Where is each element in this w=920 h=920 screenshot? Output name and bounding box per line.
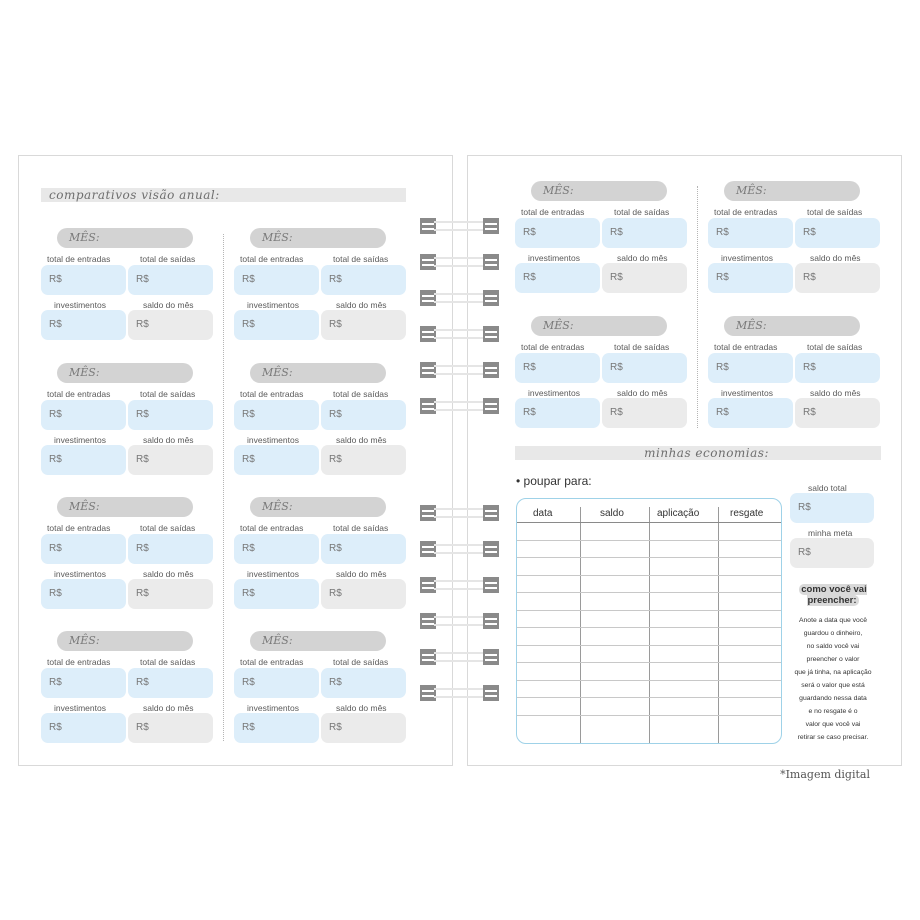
month-card — [708, 316, 883, 441]
ring-wire — [434, 688, 486, 690]
month-label-text: MÊS: — [262, 231, 293, 244]
total-saidas-label: total de saídas — [333, 523, 389, 533]
ring-wire — [434, 580, 486, 582]
instruction-line: no saldo você vai — [806, 643, 860, 650]
month-label-text: MÊS: — [543, 319, 574, 332]
ring-wire — [434, 265, 486, 267]
table-row-line — [517, 540, 781, 541]
investimentos-field[interactable]: R$ — [515, 263, 600, 293]
ring-hole-icon — [483, 577, 499, 593]
instruction-line: valor que você vai — [805, 721, 861, 728]
total-entradas-field[interactable]: R$ — [41, 534, 126, 564]
table-row-line — [517, 697, 781, 698]
investimentos-label: investimentos — [247, 703, 299, 713]
month-label-field[interactable] — [724, 316, 860, 336]
instructions-text — [785, 614, 881, 744]
ring-wire — [434, 293, 486, 295]
instruction-line: guardou o dinheiro, — [803, 630, 863, 637]
month-label-field[interactable] — [57, 228, 193, 248]
investimentos-label: investimentos — [721, 253, 773, 263]
saldo-mes-field[interactable]: R$ — [321, 713, 406, 743]
table-row-line — [517, 522, 781, 523]
total-saidas-label: total de saídas — [807, 342, 863, 352]
investimentos-field[interactable]: R$ — [234, 445, 319, 475]
saldo-mes-field[interactable]: R$ — [795, 398, 880, 428]
saldo-total-field[interactable]: R$ — [790, 493, 874, 523]
investimentos-label: investimentos — [721, 388, 773, 398]
investimentos-field[interactable]: R$ — [234, 713, 319, 743]
saldo-mes-label: saldo do mês — [617, 253, 668, 263]
total-saidas-field[interactable]: R$ — [128, 668, 213, 698]
total-entradas-field[interactable]: R$ — [515, 353, 600, 383]
table-header-resgate: resgate — [730, 508, 764, 519]
instruction-line: Anote a data que você — [798, 617, 868, 624]
total-entradas-label: total de entradas — [240, 254, 304, 264]
saldo-mes-field[interactable]: R$ — [321, 579, 406, 609]
month-label-field[interactable] — [57, 631, 193, 651]
investimentos-label: investimentos — [54, 703, 106, 713]
saldo-mes-label: saldo do mês — [143, 703, 194, 713]
table-row-line — [517, 645, 781, 646]
total-saidas-field[interactable]: R$ — [321, 668, 406, 698]
investimentos-label: investimentos — [247, 569, 299, 579]
binding-ring — [420, 290, 500, 306]
total-saidas-label: total de saídas — [614, 207, 670, 217]
month-label-text: MÊS: — [736, 184, 767, 197]
ring-wire — [434, 229, 486, 231]
saldo-mes-label: saldo do mês — [810, 253, 861, 263]
total-saidas-field[interactable]: R$ — [602, 353, 687, 383]
month-label-text: MÊS: — [69, 500, 100, 513]
ring-wire — [434, 401, 486, 403]
month-card — [41, 497, 216, 622]
total-entradas-field[interactable]: R$ — [41, 265, 126, 295]
total-saidas-field[interactable]: R$ — [321, 265, 406, 295]
month-label-field[interactable] — [531, 316, 667, 336]
total-saidas-label: total de saídas — [807, 207, 863, 217]
table-header-saldo: saldo — [600, 508, 624, 519]
total-entradas-label: total de entradas — [521, 207, 585, 217]
ring-wire — [434, 373, 486, 375]
saldo-mes-label: saldo do mês — [336, 435, 387, 445]
saldo-mes-label: saldo do mês — [336, 703, 387, 713]
saldo-mes-label: saldo do mês — [336, 300, 387, 310]
right-page — [467, 155, 902, 766]
instructions-title — [790, 584, 876, 606]
saldo-mes-label: saldo do mês — [143, 569, 194, 579]
month-label-field[interactable] — [250, 497, 386, 517]
ring-wire — [434, 257, 486, 259]
total-entradas-label: total de entradas — [521, 342, 585, 352]
instruction-line: será o valor que está — [801, 682, 865, 689]
total-saidas-field[interactable]: R$ — [602, 218, 687, 248]
total-entradas-field[interactable]: R$ — [234, 534, 319, 564]
section-title-comparativos — [41, 188, 406, 202]
ring-hole-icon — [483, 613, 499, 629]
total-entradas-field[interactable]: R$ — [234, 400, 319, 430]
binding-ring — [420, 326, 500, 342]
total-entradas-field[interactable]: R$ — [708, 218, 793, 248]
instruction-line: retirar se caso precisar. — [797, 734, 869, 741]
total-entradas-label: total de entradas — [714, 207, 778, 217]
month-card — [234, 497, 409, 622]
ring-wire — [434, 221, 486, 223]
ring-wire — [434, 365, 486, 367]
month-label-text: MÊS: — [69, 634, 100, 647]
total-saidas-field[interactable]: R$ — [128, 400, 213, 430]
section-title-economias — [515, 446, 881, 460]
table-row-line — [517, 575, 781, 576]
total-entradas-field[interactable]: R$ — [41, 400, 126, 430]
table-row-line — [517, 592, 781, 593]
month-card — [234, 631, 409, 756]
investimentos-label: investimentos — [528, 388, 580, 398]
total-entradas-field[interactable]: R$ — [234, 668, 319, 698]
binding-ring — [420, 362, 500, 378]
ring-wire — [434, 329, 486, 331]
total-entradas-field[interactable]: R$ — [708, 353, 793, 383]
total-saidas-field[interactable]: R$ — [128, 265, 213, 295]
month-card — [234, 228, 409, 353]
total-entradas-label: total de entradas — [714, 342, 778, 352]
month-card — [515, 181, 690, 306]
ring-wire — [434, 588, 486, 590]
column-divider — [697, 186, 698, 428]
poupar-para-label: • poupar para: — [516, 474, 592, 488]
investimentos-label: investimentos — [528, 253, 580, 263]
saldo-mes-field[interactable]: R$ — [321, 310, 406, 340]
column-divider — [223, 234, 224, 741]
ring-wire — [434, 552, 486, 554]
total-saidas-field[interactable]: R$ — [795, 218, 880, 248]
investimentos-field[interactable]: R$ — [41, 445, 126, 475]
ring-hole-icon — [483, 685, 499, 701]
binding-ring — [420, 685, 500, 701]
month-card — [41, 363, 216, 488]
month-label-field[interactable] — [57, 497, 193, 517]
ring-hole-icon — [483, 218, 499, 234]
total-saidas-label: total de saídas — [140, 523, 196, 533]
investimentos-label: investimentos — [54, 300, 106, 310]
month-label-text: MÊS: — [69, 366, 100, 379]
month-label-text: MÊS: — [543, 184, 574, 197]
saldo-mes-label: saldo do mês — [143, 300, 194, 310]
month-label-field[interactable] — [250, 363, 386, 383]
total-saidas-label: total de saídas — [140, 389, 196, 399]
investimentos-label: investimentos — [247, 300, 299, 310]
saldo-mes-field[interactable]: R$ — [602, 398, 687, 428]
total-saidas-label: total de saídas — [333, 657, 389, 667]
table-column-line — [718, 507, 719, 743]
month-label-text: MÊS: — [262, 634, 293, 647]
ring-hole-icon — [483, 254, 499, 270]
saldo-mes-field[interactable]: R$ — [321, 445, 406, 475]
month-label-field[interactable] — [250, 228, 386, 248]
binding-ring — [420, 649, 500, 665]
total-entradas-field[interactable]: R$ — [41, 668, 126, 698]
saldo-mes-field[interactable]: R$ — [128, 579, 213, 609]
instruction-line: e no resgate é o — [808, 708, 858, 715]
month-label-field[interactable] — [57, 363, 193, 383]
total-saidas-field[interactable]: R$ — [321, 534, 406, 564]
saldo-mes-field[interactable]: R$ — [128, 310, 213, 340]
total-entradas-label: total de entradas — [47, 254, 111, 264]
table-row-line — [517, 557, 781, 558]
saldo-mes-label: saldo do mês — [810, 388, 861, 398]
minha-meta-field[interactable]: R$ — [790, 538, 874, 568]
section-title-text: minhas economias: — [644, 446, 769, 460]
caption: *Imagem digital — [780, 768, 870, 781]
total-entradas-field[interactable]: R$ — [234, 265, 319, 295]
ring-wire — [434, 696, 486, 698]
total-entradas-label: total de entradas — [240, 389, 304, 399]
ring-wire — [434, 409, 486, 411]
minha-meta-label: minha meta — [808, 528, 853, 538]
saldo-mes-label: saldo do mês — [143, 435, 194, 445]
ring-wire — [434, 516, 486, 518]
total-saidas-field[interactable]: R$ — [128, 534, 213, 564]
ring-wire — [434, 624, 486, 626]
ring-wire — [434, 508, 486, 510]
investimentos-label: investimentos — [54, 435, 106, 445]
total-entradas-field[interactable]: R$ — [515, 218, 600, 248]
investimentos-field[interactable]: R$ — [708, 398, 793, 428]
month-label-field[interactable] — [250, 631, 386, 651]
ring-wire — [434, 616, 486, 618]
saldo-mes-field[interactable]: R$ — [602, 263, 687, 293]
saldo-mes-field[interactable]: R$ — [795, 263, 880, 293]
investimentos-field[interactable]: R$ — [234, 579, 319, 609]
investimentos-field[interactable]: R$ — [41, 713, 126, 743]
instructions-title-text: como você vai preencher: — [801, 584, 867, 606]
total-saidas-label: total de saídas — [140, 254, 196, 264]
month-label-text: MÊS: — [69, 231, 100, 244]
investimentos-field[interactable]: R$ — [708, 263, 793, 293]
ring-wire — [434, 652, 486, 654]
table-row-line — [517, 715, 781, 716]
table-header-aplicacao: aplicação — [657, 508, 700, 519]
binding-ring — [420, 254, 500, 270]
ring-wire — [434, 301, 486, 303]
saldo-mes-label: saldo do mês — [617, 388, 668, 398]
investimentos-label: investimentos — [54, 569, 106, 579]
ring-hole-icon — [483, 505, 499, 521]
investimentos-field[interactable]: R$ — [234, 310, 319, 340]
table-column-line — [580, 507, 581, 743]
investimentos-field[interactable]: R$ — [515, 398, 600, 428]
left-page — [18, 155, 453, 766]
total-saidas-field[interactable]: R$ — [795, 353, 880, 383]
ring-wire — [434, 337, 486, 339]
ring-hole-icon — [483, 649, 499, 665]
month-card — [234, 363, 409, 488]
saldo-mes-label: saldo do mês — [336, 569, 387, 579]
month-card — [515, 316, 690, 441]
month-card — [708, 181, 883, 306]
ring-wire — [434, 660, 486, 662]
total-saidas-label: total de saídas — [140, 657, 196, 667]
table-row-line — [517, 680, 781, 681]
ring-hole-icon — [483, 290, 499, 306]
ring-hole-icon — [483, 362, 499, 378]
table-column-line — [649, 507, 650, 743]
month-label-field[interactable] — [724, 181, 860, 201]
total-entradas-label: total de entradas — [47, 657, 111, 667]
month-label-field[interactable] — [531, 181, 667, 201]
ring-hole-icon — [483, 398, 499, 414]
month-label-text: MÊS: — [262, 500, 293, 513]
table-row-line — [517, 662, 781, 663]
month-card — [41, 631, 216, 756]
month-card — [41, 228, 216, 353]
investimentos-field[interactable]: R$ — [41, 310, 126, 340]
binding-ring — [420, 577, 500, 593]
instruction-line: preencher o valor — [806, 656, 860, 663]
total-entradas-label: total de entradas — [240, 657, 304, 667]
poupar-para-text: poupar para: — [523, 474, 592, 488]
total-saidas-label: total de saídas — [333, 389, 389, 399]
binding-ring — [420, 613, 500, 629]
total-entradas-label: total de entradas — [240, 523, 304, 533]
investimentos-label: investimentos — [247, 435, 299, 445]
binding-ring — [420, 398, 500, 414]
binding-ring — [420, 218, 500, 234]
total-saidas-label: total de saídas — [333, 254, 389, 264]
total-entradas-label: total de entradas — [47, 523, 111, 533]
total-saidas-label: total de saídas — [614, 342, 670, 352]
section-title-text: comparativos visão anual: — [49, 188, 220, 202]
binding-ring — [420, 505, 500, 521]
ring-hole-icon — [483, 326, 499, 342]
saldo-mes-field[interactable]: R$ — [128, 445, 213, 475]
instruction-line: guardando nessa data — [799, 695, 867, 702]
instruction-line: que já tinha, na aplicação — [794, 669, 872, 676]
month-label-text: MÊS: — [262, 366, 293, 379]
month-label-text: MÊS: — [736, 319, 767, 332]
savings-table — [516, 498, 782, 744]
saldo-total-label: saldo total — [808, 483, 847, 493]
total-entradas-label: total de entradas — [47, 389, 111, 399]
table-row-line — [517, 610, 781, 611]
table-row-line — [517, 627, 781, 628]
investimentos-field[interactable]: R$ — [41, 579, 126, 609]
ring-wire — [434, 544, 486, 546]
total-saidas-field[interactable]: R$ — [321, 400, 406, 430]
binding-ring — [420, 541, 500, 557]
table-header-data: data — [533, 508, 553, 519]
ring-hole-icon — [483, 541, 499, 557]
saldo-mes-field[interactable]: R$ — [128, 713, 213, 743]
